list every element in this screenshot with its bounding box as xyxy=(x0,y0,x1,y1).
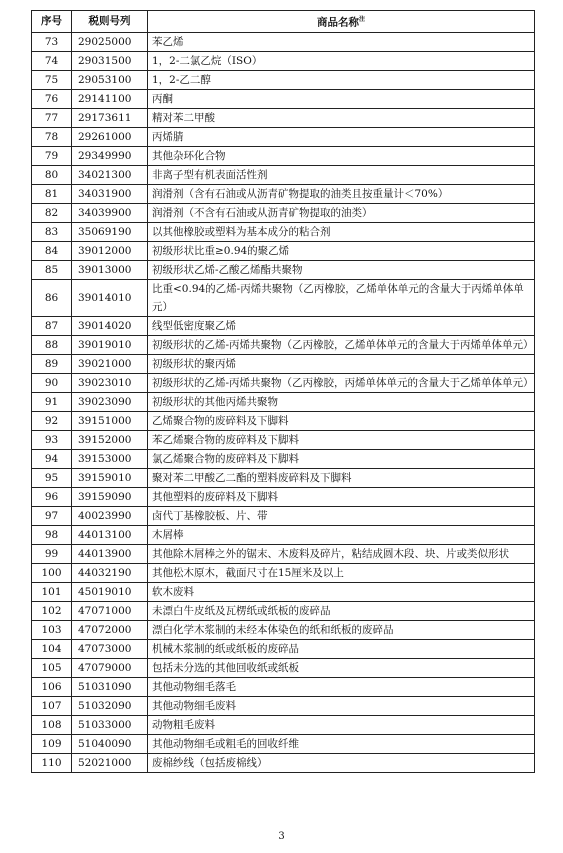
cell-seq: 81 xyxy=(32,184,72,203)
cell-name: 氯乙烯聚合物的废碎料及下脚料 xyxy=(148,449,535,468)
cell-code: 44032190 xyxy=(72,563,148,582)
cell-name: 苯乙烯聚合物的废碎料及下脚料 xyxy=(148,430,535,449)
table-row xyxy=(32,620,535,639)
table-row xyxy=(32,373,535,392)
cell-name: 初级形状的乙烯-丙烯共聚物（乙丙橡胶，丙烯单体单元的含量大于乙烯单体单元） xyxy=(148,373,535,392)
cell-seq: 73 xyxy=(32,32,72,51)
cell-code: 39014010 xyxy=(72,279,148,316)
table-row xyxy=(32,184,535,203)
cell-name: 软木废料 xyxy=(148,582,535,601)
cell-code: 47072000 xyxy=(72,620,148,639)
cell-seq: 107 xyxy=(32,696,72,715)
cell-seq: 82 xyxy=(32,203,72,222)
cell-code: 39159090 xyxy=(72,487,148,506)
cell-code: 39151000 xyxy=(72,411,148,430)
table-row xyxy=(32,335,535,354)
cell-name: 其他杂环化合物 xyxy=(148,146,535,165)
cell-code: 39152000 xyxy=(72,430,148,449)
cell-code: 29261000 xyxy=(72,127,148,146)
cell-seq: 84 xyxy=(32,241,72,260)
cell-code: 34039900 xyxy=(72,203,148,222)
cell-code: 29031500 xyxy=(72,51,148,70)
table-body xyxy=(32,32,535,772)
cell-seq: 98 xyxy=(32,525,72,544)
cell-name: 乙烯聚合物的废碎料及下脚料 xyxy=(148,411,535,430)
table-row xyxy=(32,260,535,279)
cell-name: 未漂白牛皮纸及瓦楞纸或纸板的废碎品 xyxy=(148,601,535,620)
cell-name: 线型低密度聚乙烯 xyxy=(148,316,535,335)
cell-code: 39021000 xyxy=(72,354,148,373)
cell-name: 漂白化学木浆制的未经本体染色的纸和纸板的废碎品 xyxy=(148,620,535,639)
table-row xyxy=(32,165,535,184)
table-row xyxy=(32,316,535,335)
table-row xyxy=(32,658,535,677)
cell-code: 29173611 xyxy=(72,108,148,127)
table-row xyxy=(32,506,535,525)
cell-name: 润滑剂（含有石油或从沥青矿物提取的油类且按重量计＜70%） xyxy=(148,184,535,203)
cell-name: 聚对苯二甲酸乙二酯的塑料废碎料及下脚料 xyxy=(148,468,535,487)
cell-name: 初级形状的其他丙烯共聚物 xyxy=(148,392,535,411)
header-code: 税则号列 xyxy=(72,11,148,33)
cell-code: 34021300 xyxy=(72,165,148,184)
cell-name: 其他动物细毛或粗毛的回收纤维 xyxy=(148,734,535,753)
cell-seq: 108 xyxy=(32,715,72,734)
cell-name: 初级形状的聚丙烯 xyxy=(148,354,535,373)
cell-code: 35069190 xyxy=(72,222,148,241)
header-name-label: 商品名称 xyxy=(316,16,359,29)
table-row xyxy=(32,127,535,146)
table-row xyxy=(32,392,535,411)
cell-name: 苯乙烯 xyxy=(148,32,535,51)
header-name-note: 注 xyxy=(358,16,365,23)
cell-name: 其他塑料的废碎料及下脚料 xyxy=(148,487,535,506)
cell-seq: 91 xyxy=(32,392,72,411)
table-row xyxy=(32,677,535,696)
cell-code: 29025000 xyxy=(72,32,148,51)
cell-name: 以其他橡胶或塑料为基本成分的粘合剂 xyxy=(148,222,535,241)
cell-code: 47073000 xyxy=(72,639,148,658)
cell-name: 丙酮 xyxy=(148,89,535,108)
cell-code: 39019010 xyxy=(72,335,148,354)
cell-seq: 86 xyxy=(32,279,72,316)
table-row xyxy=(32,696,535,715)
table-row xyxy=(32,411,535,430)
cell-code: 51031090 xyxy=(72,677,148,696)
cell-seq: 90 xyxy=(32,373,72,392)
cell-code: 39159010 xyxy=(72,468,148,487)
cell-seq: 83 xyxy=(32,222,72,241)
cell-code: 47079000 xyxy=(72,658,148,677)
cell-code: 40023990 xyxy=(72,506,148,525)
cell-name: 比重<0.94的乙烯-丙烯共聚物（乙丙橡胶，乙烯单体单元的含量大于丙烯单体单元） xyxy=(148,279,535,316)
table-row xyxy=(32,544,535,563)
cell-seq: 74 xyxy=(32,51,72,70)
cell-seq: 77 xyxy=(32,108,72,127)
cell-code: 39023090 xyxy=(72,392,148,411)
cell-name: 其他松木原木，截面尺寸在15厘米及以上 xyxy=(148,563,535,582)
cell-code: 34031900 xyxy=(72,184,148,203)
cell-name: 1，2-乙二醇 xyxy=(148,70,535,89)
table-row xyxy=(32,89,535,108)
table-row xyxy=(32,222,535,241)
table-row xyxy=(32,563,535,582)
table-row xyxy=(32,70,535,89)
cell-name: 初级形状比重≥0.94的聚乙烯 xyxy=(148,241,535,260)
table-row xyxy=(32,354,535,373)
cell-seq: 92 xyxy=(32,411,72,430)
cell-seq: 110 xyxy=(32,753,72,772)
cell-seq: 99 xyxy=(32,544,72,563)
header-seq: 序号 xyxy=(32,11,72,33)
cell-name: 其他动物细毛废料 xyxy=(148,696,535,715)
cell-name: 润滑剂（不含有石油或从沥青矿物提取的油类） xyxy=(148,203,535,222)
cell-name: 丙烯腈 xyxy=(148,127,535,146)
table-row xyxy=(32,430,535,449)
cell-code: 39013000 xyxy=(72,260,148,279)
cell-name: 其他动物细毛落毛 xyxy=(148,677,535,696)
cell-name: 其他除木屑棒之外的锯末、木废料及碎片，粘结成圆木段、块、片或类似形状 xyxy=(148,544,535,563)
table-row xyxy=(32,449,535,468)
cell-code: 51040090 xyxy=(72,734,148,753)
table-row xyxy=(32,525,535,544)
tariff-table xyxy=(31,10,535,773)
table-row xyxy=(32,468,535,487)
cell-code: 39023010 xyxy=(72,373,148,392)
page-number: 3 xyxy=(278,831,285,842)
cell-code: 39153000 xyxy=(72,449,148,468)
cell-seq: 103 xyxy=(32,620,72,639)
cell-seq: 97 xyxy=(32,506,72,525)
table-row xyxy=(32,734,535,753)
cell-name: 废棉纱线（包括废棉线） xyxy=(148,753,535,772)
cell-code: 45019010 xyxy=(72,582,148,601)
table-row xyxy=(32,279,535,316)
cell-seq: 87 xyxy=(32,316,72,335)
table-header-row xyxy=(32,11,535,33)
table-row xyxy=(32,146,535,165)
cell-name: 木屑棒 xyxy=(148,525,535,544)
table-row xyxy=(32,108,535,127)
cell-seq: 94 xyxy=(32,449,72,468)
cell-seq: 75 xyxy=(32,70,72,89)
table-row xyxy=(32,51,535,70)
cell-code: 51033000 xyxy=(72,715,148,734)
cell-name: 精对苯二甲酸 xyxy=(148,108,535,127)
header-name xyxy=(148,11,535,33)
cell-seq: 76 xyxy=(32,89,72,108)
table-row xyxy=(32,639,535,658)
cell-seq: 101 xyxy=(32,582,72,601)
cell-seq: 93 xyxy=(32,430,72,449)
cell-seq: 106 xyxy=(32,677,72,696)
cell-code: 47071000 xyxy=(72,601,148,620)
cell-seq: 95 xyxy=(32,468,72,487)
cell-seq: 109 xyxy=(32,734,72,753)
table-row xyxy=(32,753,535,772)
cell-code: 29349990 xyxy=(72,146,148,165)
cell-seq: 105 xyxy=(32,658,72,677)
cell-name: 动物粗毛废料 xyxy=(148,715,535,734)
cell-code: 51032090 xyxy=(72,696,148,715)
cell-name: 非离子型有机表面活性剂 xyxy=(148,165,535,184)
cell-code: 39012000 xyxy=(72,241,148,260)
table-row xyxy=(32,487,535,506)
cell-name: 初级形状的乙烯-丙烯共聚物（乙丙橡胶，乙烯单体单元的含量大于丙烯单体单元） xyxy=(148,335,535,354)
cell-seq: 85 xyxy=(32,260,72,279)
table-row xyxy=(32,203,535,222)
cell-seq: 88 xyxy=(32,335,72,354)
cell-name: 包括未分选的其他回收纸或纸板 xyxy=(148,658,535,677)
table-row xyxy=(32,32,535,51)
cell-name: 1，2-二氯乙烷（ISO） xyxy=(148,51,535,70)
cell-seq: 78 xyxy=(32,127,72,146)
cell-code: 52021000 xyxy=(72,753,148,772)
cell-seq: 96 xyxy=(32,487,72,506)
cell-seq: 79 xyxy=(32,146,72,165)
cell-seq: 80 xyxy=(32,165,72,184)
cell-name: 卤代丁基橡胶板、片、带 xyxy=(148,506,535,525)
cell-seq: 100 xyxy=(32,563,72,582)
cell-code: 44013100 xyxy=(72,525,148,544)
cell-code: 39014020 xyxy=(72,316,148,335)
table-row xyxy=(32,715,535,734)
cell-code: 29053100 xyxy=(72,70,148,89)
cell-name: 机械木浆制的纸或纸板的废碎品 xyxy=(148,639,535,658)
cell-code: 29141100 xyxy=(72,89,148,108)
cell-seq: 89 xyxy=(32,354,72,373)
table-row xyxy=(32,241,535,260)
cell-name: 初级形状乙烯-乙酸乙烯酯共聚物 xyxy=(148,260,535,279)
table-row xyxy=(32,601,535,620)
tariff-table-container xyxy=(31,10,534,773)
cell-seq: 102 xyxy=(32,601,72,620)
cell-seq: 104 xyxy=(32,639,72,658)
table-row xyxy=(32,582,535,601)
cell-code: 44013900 xyxy=(72,544,148,563)
